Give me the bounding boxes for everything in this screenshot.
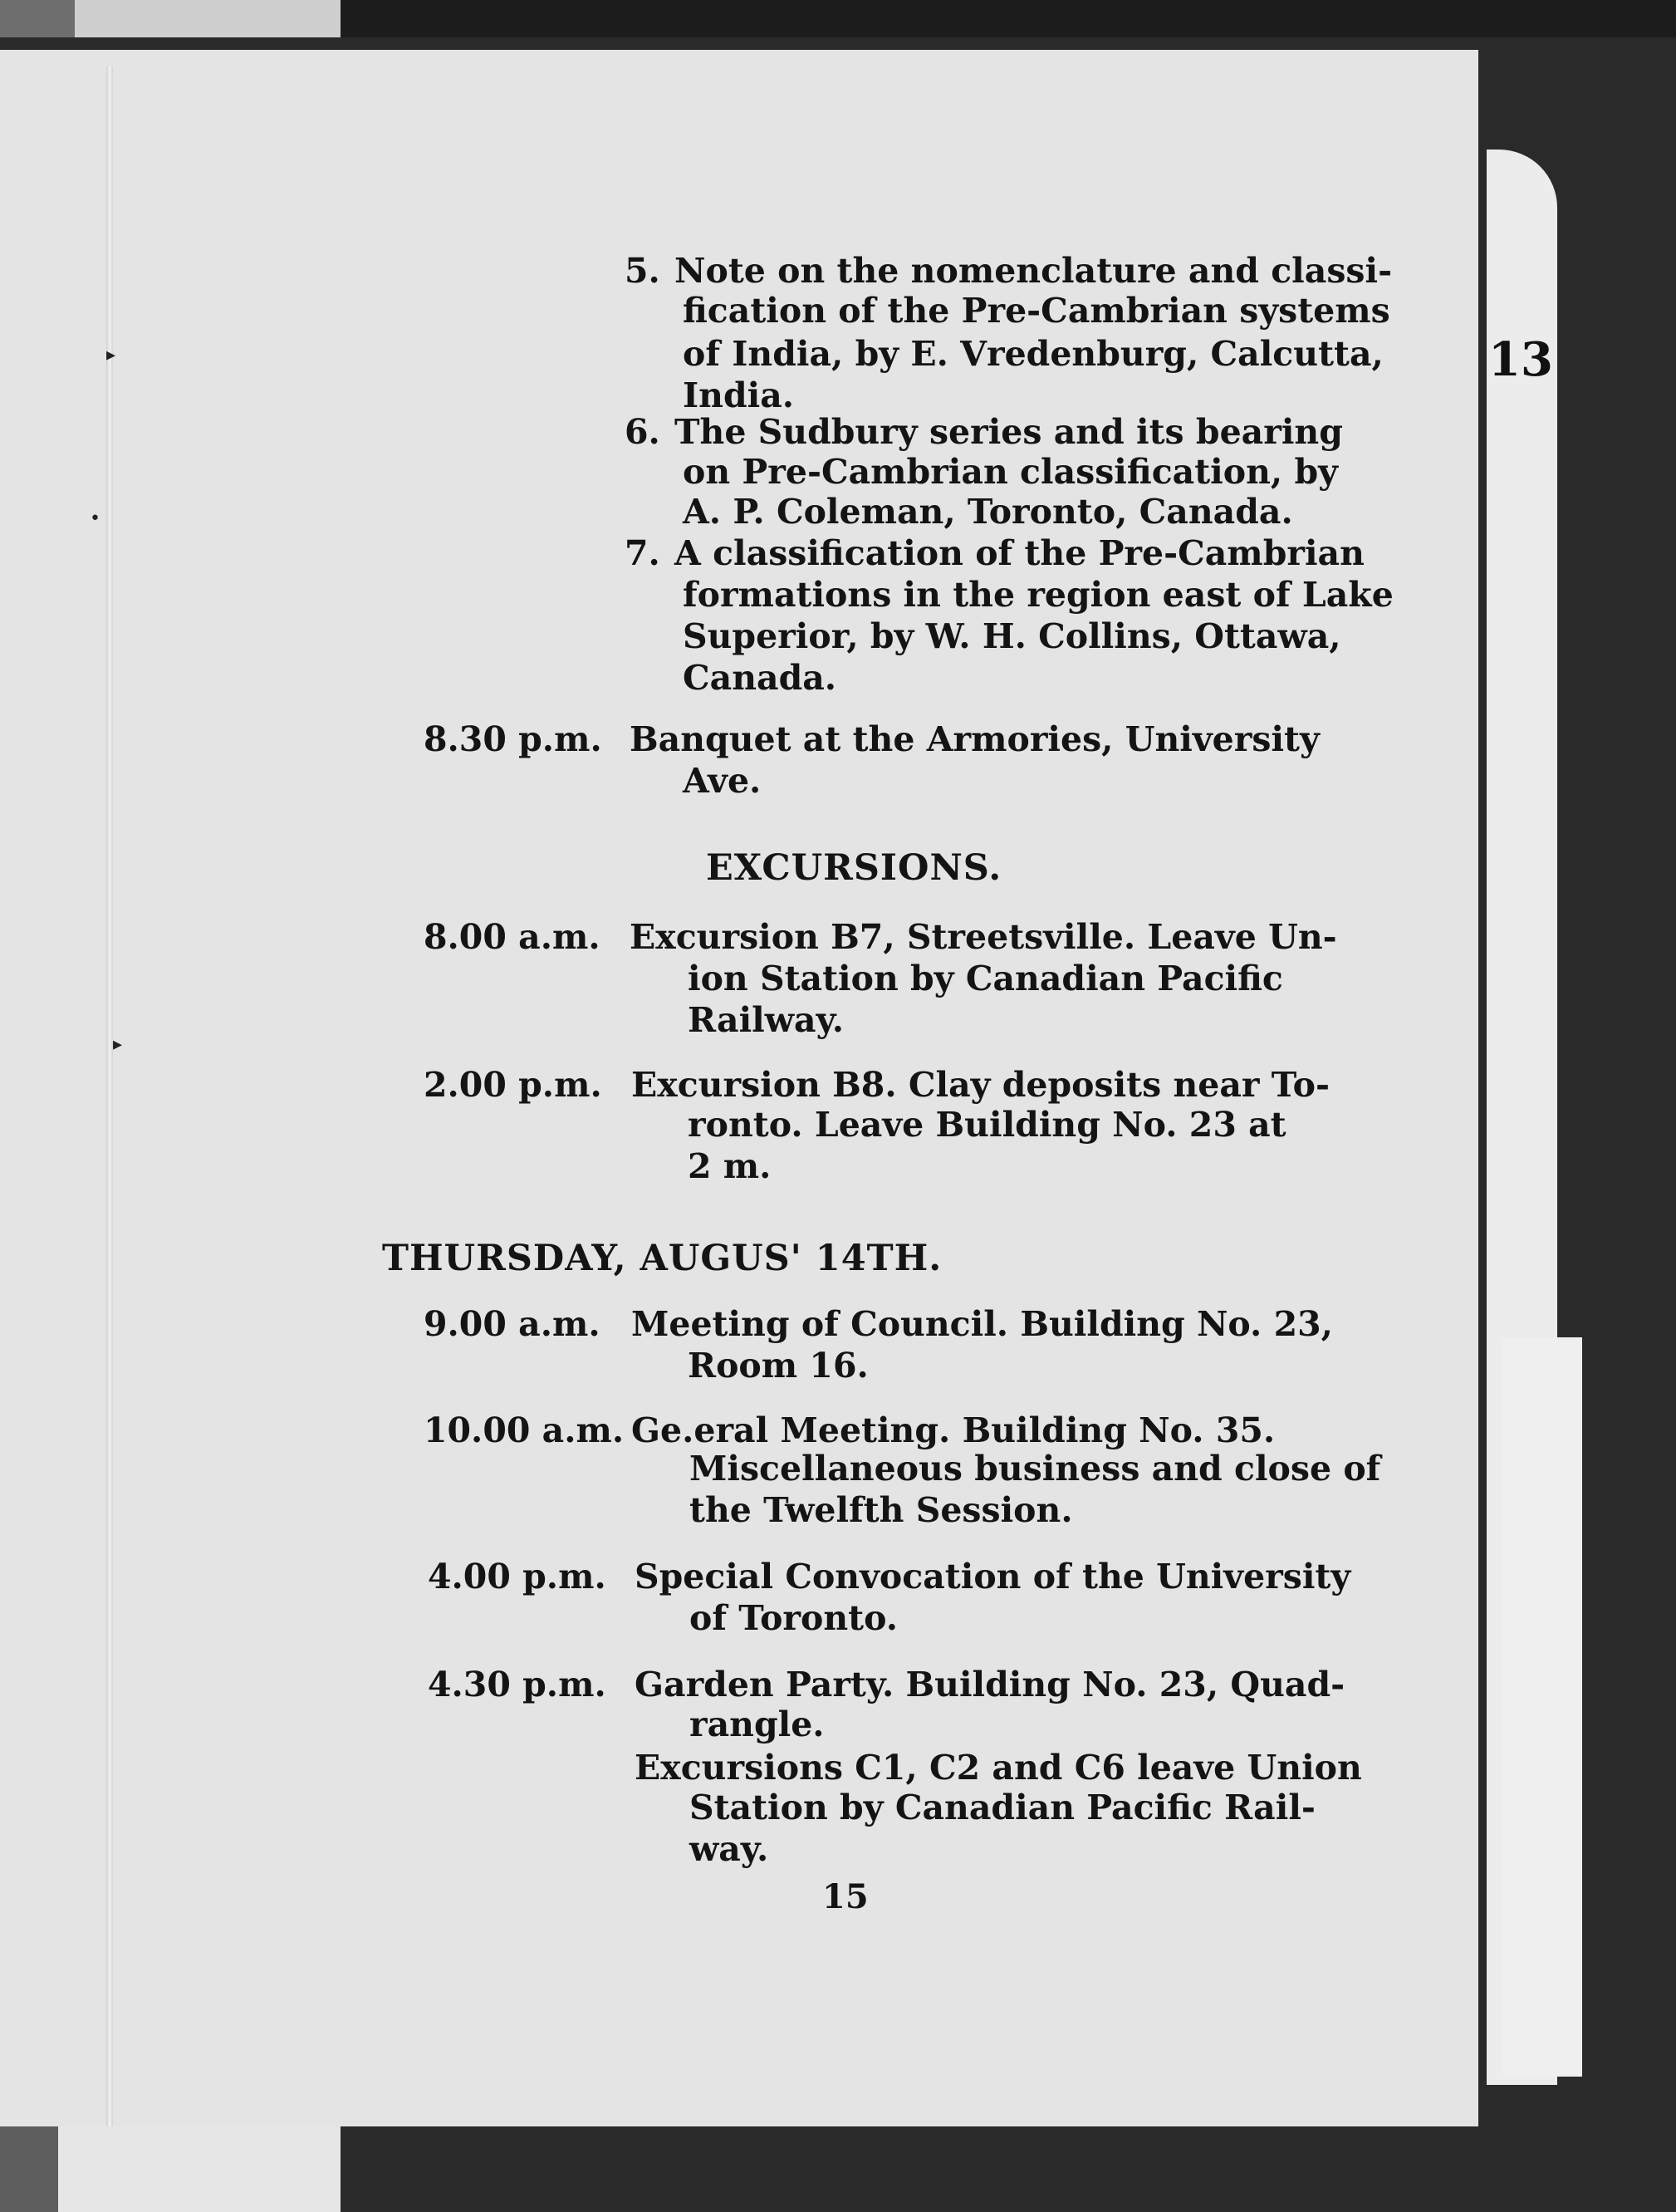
margin-mark: ▸: [106, 345, 116, 365]
item-line: fication of the Pre-Cambrian systems: [683, 291, 1390, 331]
entry-line: ronto. Leave Building No. 23 at: [688, 1105, 1286, 1145]
entry-line: ion Station by Canadian Pacific: [688, 959, 1283, 998]
entry-time: 8.00 a.m.: [424, 917, 600, 957]
entry-line: Ave.: [683, 761, 762, 801]
entry-line: Room 16.: [688, 1346, 869, 1386]
page-number: 15: [822, 1877, 869, 1916]
entry-line: Ge.eral Meeting. Building No. 35.: [631, 1410, 1276, 1450]
item-line: The Sudbury series and its bearing: [674, 412, 1343, 452]
entry-line: the Twelfth Session.: [689, 1490, 1073, 1530]
entry-line: Special Convocation of the University: [635, 1557, 1351, 1596]
margin-mark: •: [90, 508, 100, 529]
entry-line: Meeting of Council. Building No. 23,: [631, 1304, 1333, 1344]
item-number: 6.: [625, 412, 660, 452]
item-line: A classification of the Pre-Cambrian: [674, 533, 1365, 573]
entry-line: Station by Canadian Pacific Rail-: [689, 1788, 1316, 1827]
entry-line: Garden Party. Building No. 23, Quad-: [635, 1665, 1345, 1704]
entry-time: 9.00 a.m.: [424, 1304, 600, 1344]
item-number: 5.: [625, 251, 660, 291]
entry-line: Excursion B8. Clay deposits near To-: [631, 1065, 1330, 1105]
entry-line: way.: [689, 1829, 769, 1869]
entry-line: Banquet at the Armories, University: [630, 719, 1320, 759]
item-line: of India, by E. Vredenburg, Calcutta,: [683, 334, 1384, 374]
item-line: Superior, by W. H. Collins, Ottawa,: [683, 616, 1341, 656]
entry-time: 8.30 p.m.: [424, 719, 602, 759]
entry-line: rangle.: [689, 1704, 825, 1744]
item-number: 7.: [625, 533, 660, 573]
entry-time: 10.00 a.m.: [424, 1410, 625, 1450]
item-line: on Pre-Cambrian classification, by: [683, 452, 1338, 492]
entry-time: 4.00 p.m.: [428, 1557, 606, 1596]
entry-time: 4.30 p.m.: [428, 1665, 606, 1704]
entry-line: 2 m.: [688, 1146, 772, 1186]
item-line: India.: [683, 375, 795, 415]
entry-line: of Toronto.: [689, 1598, 899, 1638]
entry-time: 2.00 p.m.: [424, 1065, 602, 1105]
entry-line: Excursion B7, Streetsville. Leave Un-: [630, 917, 1337, 957]
day-heading: THURSDAY, AUGUS' 14TH.: [382, 1238, 943, 1279]
item-line: Canada.: [683, 658, 837, 698]
entry-line: Excursions C1, C2 and C6 leave Union: [635, 1748, 1362, 1788]
entry-line: Railway.: [688, 1000, 844, 1040]
entry-line: Miscellaneous business and close of: [689, 1449, 1381, 1489]
section-heading: EXCURSIONS.: [706, 847, 1002, 889]
item-line: A. P. Coleman, Toronto, Canada.: [683, 492, 1293, 532]
side-page-number: 13: [1488, 332, 1553, 387]
margin-mark: ▸: [113, 1034, 123, 1055]
item-line: Note on the nomenclature and classi-: [674, 251, 1393, 291]
item-line: formations in the region east of Lake: [683, 575, 1394, 615]
